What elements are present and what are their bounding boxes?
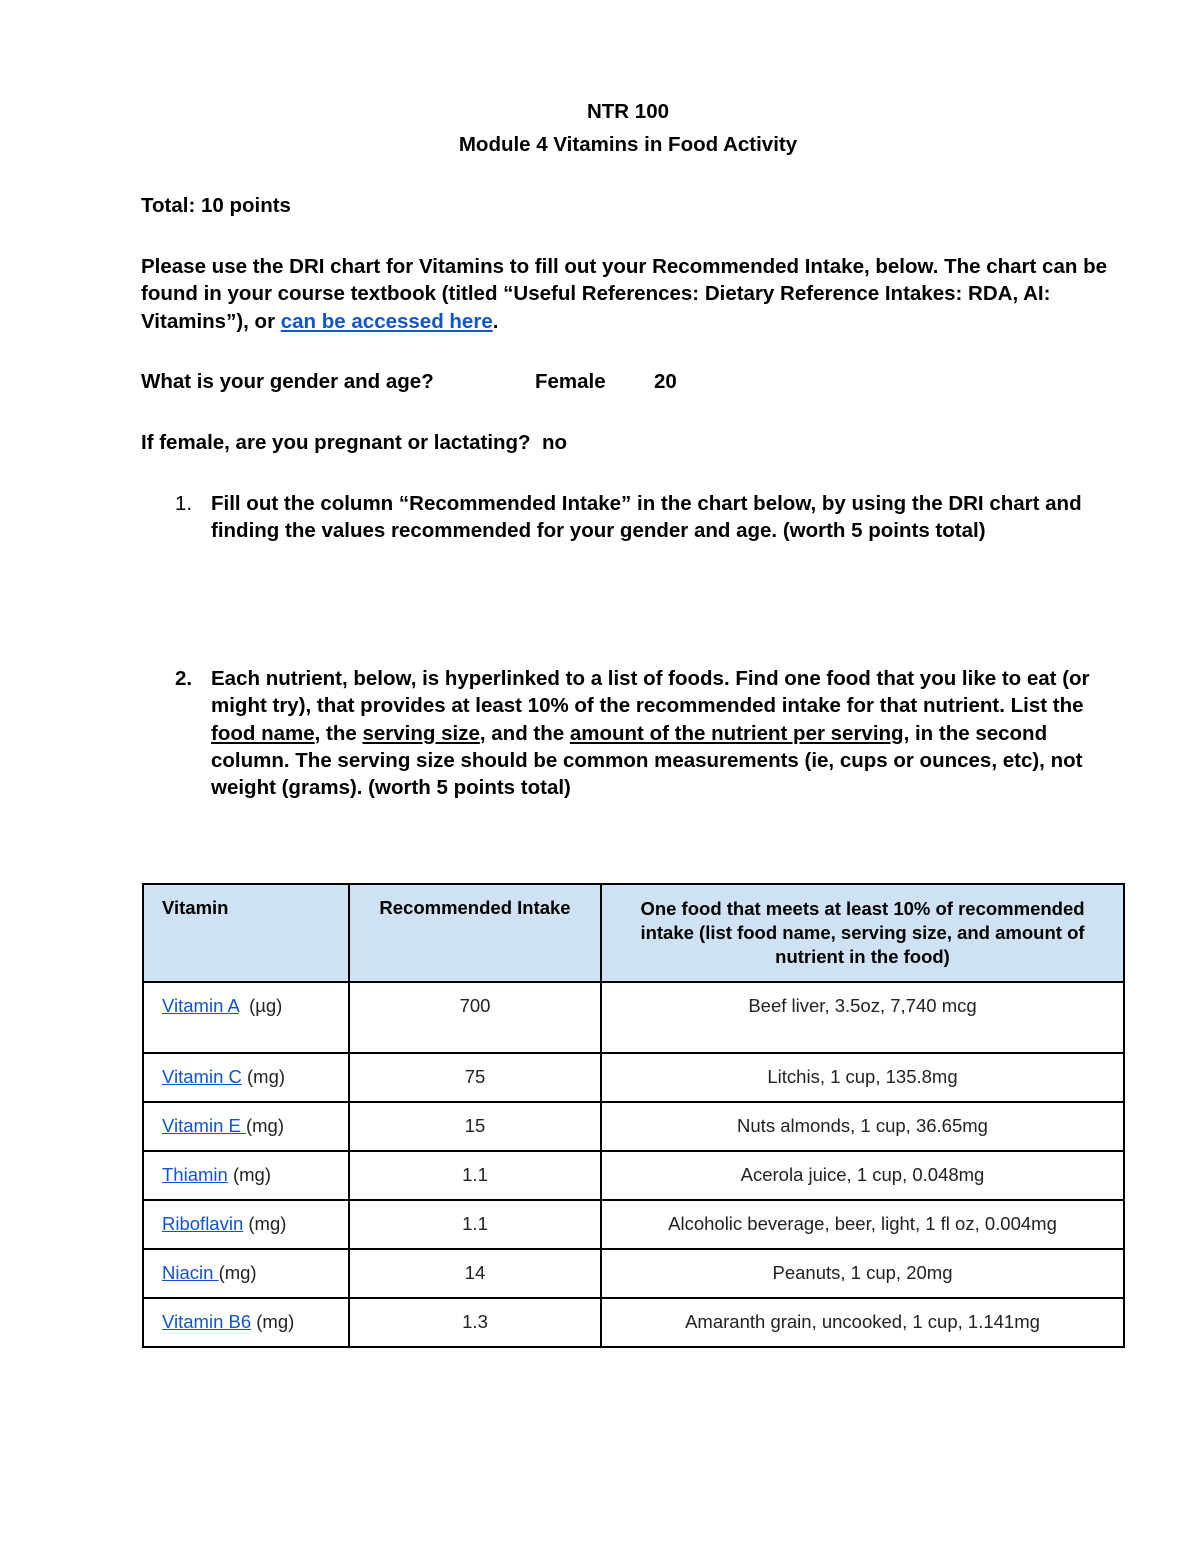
age-answer: 20 (654, 370, 677, 393)
intro-paragraph (141, 253, 1131, 335)
table-row (143, 1053, 1124, 1102)
vitamin-link[interactable]: Vitamin B6 (162, 1311, 252, 1332)
header-vitamin: Vitamin (143, 884, 349, 982)
recommended-intake-cell: 1.3 (349, 1298, 601, 1347)
course-code: NTR 100 (586, 100, 670, 123)
vitamin-link[interactable]: Niacin (162, 1262, 219, 1283)
text-part: Each nutrient, below, is hyperlinked to a list of foods. Find one food that you like to eat (or might try), that provides at least 10% of the recommended intake for that nutrient. List the (211, 667, 1090, 718)
pregnant-label: If female, are you pregnant or lactating? (141, 431, 531, 454)
page-title: Module 4 Vitamins in Food Activity (458, 133, 798, 156)
text-part: , in the second column. The serving size should be common measurements (ie, cups or ounces, etc), not weight (grams). (worth 5 points total) (211, 721, 1083, 800)
vitamins-table (142, 883, 1125, 1348)
recommended-intake-cell: 14 (349, 1249, 601, 1298)
text-part: , the (314, 721, 363, 745)
intro-end: . (492, 309, 499, 333)
food-cell: Alcoholic beverage, beer, light, 1 fl oz, 0.004mg (601, 1200, 1124, 1249)
food-cell: Peanuts, 1 cup, 20mg (601, 1249, 1124, 1298)
vitamin-cell (143, 1249, 349, 1298)
table-row (143, 982, 1124, 1053)
recommended-intake-cell: 1.1 (349, 1200, 601, 1249)
vitamin-link[interactable]: Vitamin C (162, 1066, 242, 1087)
pregnant-question (141, 429, 567, 456)
vitamin-cell (143, 1102, 349, 1151)
pregnant-answer: no (542, 431, 568, 454)
vitamin-cell (143, 1298, 349, 1347)
vitamin-unit: (mg) (243, 1213, 287, 1234)
total-points: Total: 10 points (141, 194, 291, 217)
underlined-food-name: food name (211, 721, 315, 745)
vitamin-link[interactable]: Vitamin E (162, 1115, 246, 1136)
dri-chart-link[interactable]: can be accessed here (280, 309, 493, 333)
gender-age-question (141, 368, 677, 395)
underlined-amount: amount of the nutrient per serving (569, 721, 904, 745)
recommended-intake-cell: 1.1 (349, 1151, 601, 1200)
table-row (143, 1151, 1124, 1200)
vitamin-unit: (mg) (245, 1115, 285, 1136)
intro-text: Please use the DRI chart for Vitamins to fill out your Recommended Intake, below. The chart can be found in your course textbook (titled “Useful References: Dietary Reference Intakes: RDA, AI: Vitamins”), or (141, 255, 1108, 333)
underlined-serving-size: serving size (362, 721, 480, 745)
food-cell: Acerola juice, 1 cup, 0.048mg (601, 1151, 1124, 1200)
instruction-number: 2. (175, 667, 193, 690)
vitamin-cell (143, 1200, 349, 1249)
table-row (143, 1102, 1124, 1151)
vitamin-unit: (mg) (218, 1262, 257, 1283)
recommended-intake-cell: 75 (349, 1053, 601, 1102)
vitamin-unit: (mg) (241, 1066, 286, 1087)
table-header-row (143, 884, 1124, 982)
recommended-intake-cell: 700 (349, 982, 601, 1053)
vitamin-link[interactable]: Vitamin A (162, 995, 239, 1016)
vitamin-link[interactable]: Riboflavin (162, 1213, 244, 1234)
text-part: , and the (479, 721, 570, 745)
header-recommended-intake: Recommended Intake (349, 884, 601, 982)
vitamin-link[interactable]: Thiamin (162, 1164, 228, 1185)
food-cell: Beef liver, 3.5oz, 7,740 mcg (601, 982, 1124, 1053)
food-cell: Amaranth grain, uncooked, 1 cup, 1.141mg (601, 1298, 1124, 1347)
vitamin-cell (143, 1053, 349, 1102)
gender-age-label: What is your gender and age? (141, 370, 434, 393)
vitamin-cell (143, 1151, 349, 1200)
header-food: One food that meets at least 10% of recommended intake (list food name, serving size, and amount of nutrient in the food) (601, 884, 1124, 982)
food-cell: Litchis, 1 cup, 135.8mg (601, 1053, 1124, 1102)
instruction-text (211, 665, 1131, 801)
table-row (143, 1249, 1124, 1298)
vitamin-cell (143, 982, 349, 1053)
instruction-number: 1. (175, 492, 193, 515)
vitamin-unit: (mg) (251, 1311, 295, 1332)
recommended-intake-cell: 15 (349, 1102, 601, 1151)
instruction-text: Fill out the column “Recommended Intake” in the chart below, by using the DRI chart and finding the values recommended for your gender and age. (worth 5 points total) (211, 492, 1082, 543)
vitamin-unit: (mg) (227, 1164, 271, 1185)
gender-answer: Female (535, 370, 606, 393)
vitamin-unit: (µg) (238, 995, 283, 1016)
food-cell: Nuts almonds, 1 cup, 36.65mg (601, 1102, 1124, 1151)
table-row (143, 1200, 1124, 1249)
table-row (143, 1298, 1124, 1347)
